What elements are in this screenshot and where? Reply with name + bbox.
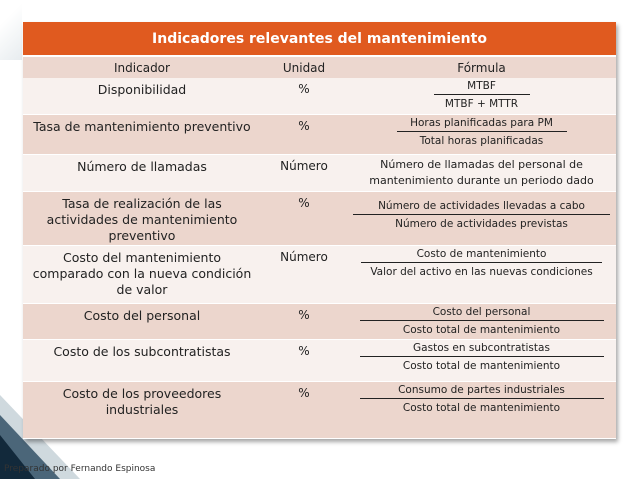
formula-numerator: Costo de mantenimiento (361, 248, 602, 263)
formula-denominator: Costo total de mantenimiento (402, 401, 561, 414)
table-row (23, 154, 616, 191)
indicator-unit: % (261, 303, 347, 339)
indicator-name: Costo de los subcontratistas (23, 339, 261, 381)
table-row (23, 339, 616, 381)
formula-numerator: Horas planificadas para PM (397, 117, 567, 132)
header-unidad: Unidad (261, 56, 347, 78)
indicator-unit: % (261, 114, 347, 154)
indicator-name: Costo de los proveedores industriales (23, 381, 261, 439)
table-row (23, 303, 616, 339)
formula-numerator: MTBF (434, 80, 530, 95)
formula-denominator: MTBF + MTTR (444, 98, 519, 110)
indicator-formula (347, 78, 616, 114)
formula-denominator: Valor del activo en las nuevas condiciones (370, 265, 593, 278)
table-row (23, 245, 616, 303)
indicators-table (23, 22, 616, 439)
indicator-name: Disponibilidad (23, 78, 261, 114)
indicator-name: Costo del personal (23, 303, 261, 339)
indicator-unit: % (261, 191, 347, 245)
indicator-unit: % (261, 339, 347, 381)
indicator-name: Tasa de realización de las actividades de mantenimiento preventivo (23, 191, 261, 245)
formula-numerator: Gastos en subcontratistas (360, 342, 604, 357)
table-title: Indicadores relevantes del mantenimiento (23, 22, 616, 56)
indicators-table-container (23, 22, 616, 439)
formula-numerator: Costo del personal (360, 306, 604, 321)
formula-denominator: Costo total de mantenimiento (402, 359, 561, 372)
table-row (23, 78, 616, 114)
indicator-formula (347, 381, 616, 439)
header-formula: Fórmula (347, 56, 616, 78)
indicator-formula (347, 303, 616, 339)
formula-text: Número de llamadas del personal de mantenimiento durante un periodo dado (369, 157, 594, 187)
indicator-formula (347, 154, 616, 191)
indicator-formula (347, 339, 616, 381)
formula-numerator: Consumo de partes industriales (360, 384, 604, 399)
formula-denominator: Total horas planificadas (419, 134, 544, 147)
indicator-unit: Número (261, 245, 347, 303)
table-row (23, 114, 616, 154)
decorative-corner-top (0, 0, 22, 60)
indicator-unit: % (261, 78, 347, 114)
indicator-unit: Número (261, 154, 347, 191)
formula-denominator: Costo total de mantenimiento (402, 323, 561, 336)
indicator-unit: % (261, 381, 347, 439)
table-row (23, 381, 616, 439)
footer-credit: Preparado por Fernando Espinosa (4, 464, 156, 474)
indicator-name: Costo del mantenimiento comparado con la nueva condición de valor (23, 245, 261, 303)
indicator-formula (347, 191, 616, 245)
formula-numerator: Número de actividades llevadas a cabo (353, 200, 610, 215)
indicator-name: Tasa de mantenimiento preventivo (23, 114, 261, 154)
indicator-formula (347, 114, 616, 154)
indicator-name: Número de llamadas (23, 154, 261, 191)
indicator-formula (347, 245, 616, 303)
formula-denominator: Número de actividades previstas (395, 217, 568, 230)
header-indicador: Indicador (23, 56, 261, 78)
table-row (23, 191, 616, 245)
